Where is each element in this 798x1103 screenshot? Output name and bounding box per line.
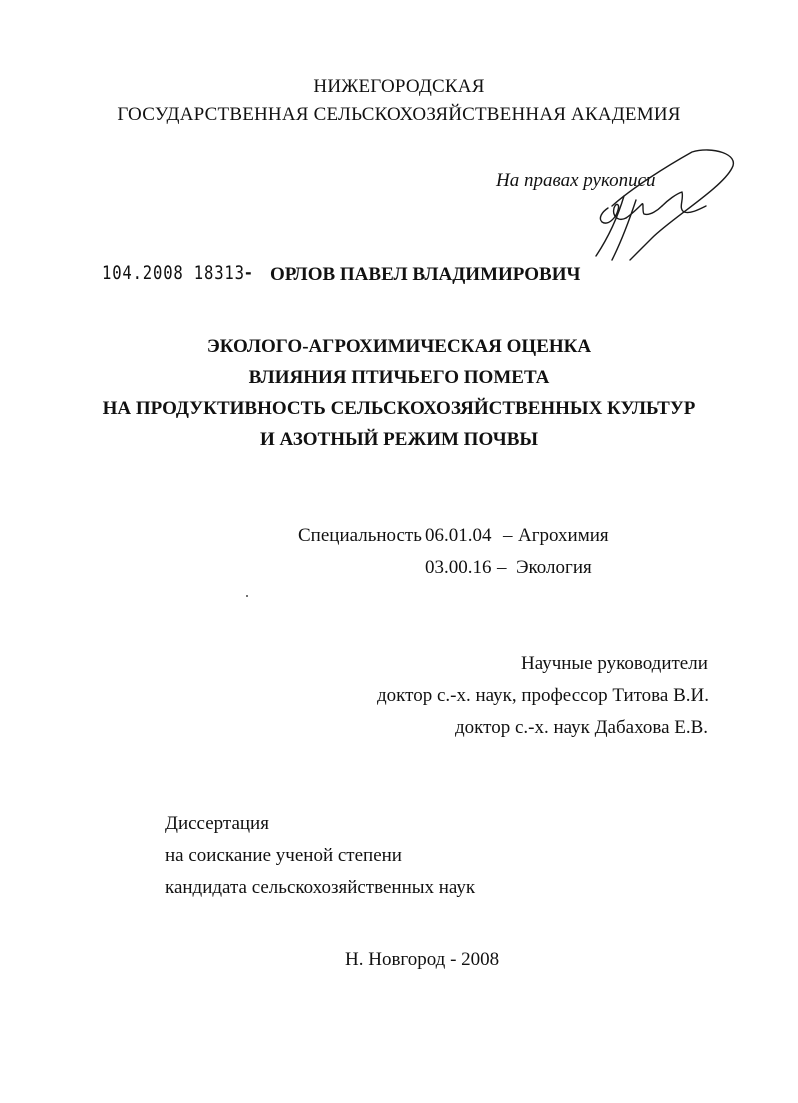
archive-stamp: 104.2008 18313 [102, 262, 245, 284]
city-year: Н. Новгород - 2008 [345, 949, 500, 970]
degree-line-3: кандидата сельскохозяйственных наук [165, 877, 476, 898]
advisor-1: доктор с.-х. наук, профессор Титова В.И. [377, 685, 709, 706]
scan-speck [246, 595, 248, 597]
advisors-heading: Научные руководители [521, 653, 708, 674]
manuscript-note: На правах рукописи [496, 170, 656, 191]
title-line-1: ЭКОЛОГО-АГРОХИМИЧЕСКАЯ ОЦЕНКА [206, 336, 592, 357]
degree-line-2: на соискание ученой степени [165, 845, 402, 866]
degree-line-1: Диссертация [165, 813, 269, 834]
specialty-code-1: 06.01.04 [425, 525, 492, 546]
specialty-label: Специальность [298, 525, 422, 546]
title-line-2: ВЛИЯНИЯ ПТИЧЬЕГО ПОМЕТА [248, 367, 550, 388]
institution-line-1: НИЖЕГОРОДСКАЯ [313, 76, 485, 97]
specialty-name-1: Агрохимия [518, 525, 609, 546]
institution-line-2: ГОСУДАРСТВЕННАЯ СЕЛЬСКОХОЗЯЙСТВЕННАЯ АКАДЕМИЯ [117, 104, 681, 125]
author-name: ОРЛОВ ПАВЕЛ ВЛАДИМИРОВИЧ [270, 264, 581, 285]
specialty-dash-1: – [503, 525, 513, 546]
title-line-4: И АЗОТНЫЙ РЕЖИМ ПОЧВЫ [259, 429, 539, 450]
specialty-dash-2: – [497, 557, 507, 578]
signature-icon [572, 148, 742, 263]
advisor-2: доктор с.-х. наук Дабахова Е.В. [455, 717, 709, 738]
specialty-name-2: Экология [516, 557, 592, 578]
stamp-dash: - [245, 263, 252, 282]
title-line-3: НА ПРОДУКТИВНОСТЬ СЕЛЬСКОХОЗЯЙСТВЕННЫХ КУЛЬТУР [102, 398, 696, 419]
specialty-code-2: 03.00.16 [425, 557, 492, 578]
